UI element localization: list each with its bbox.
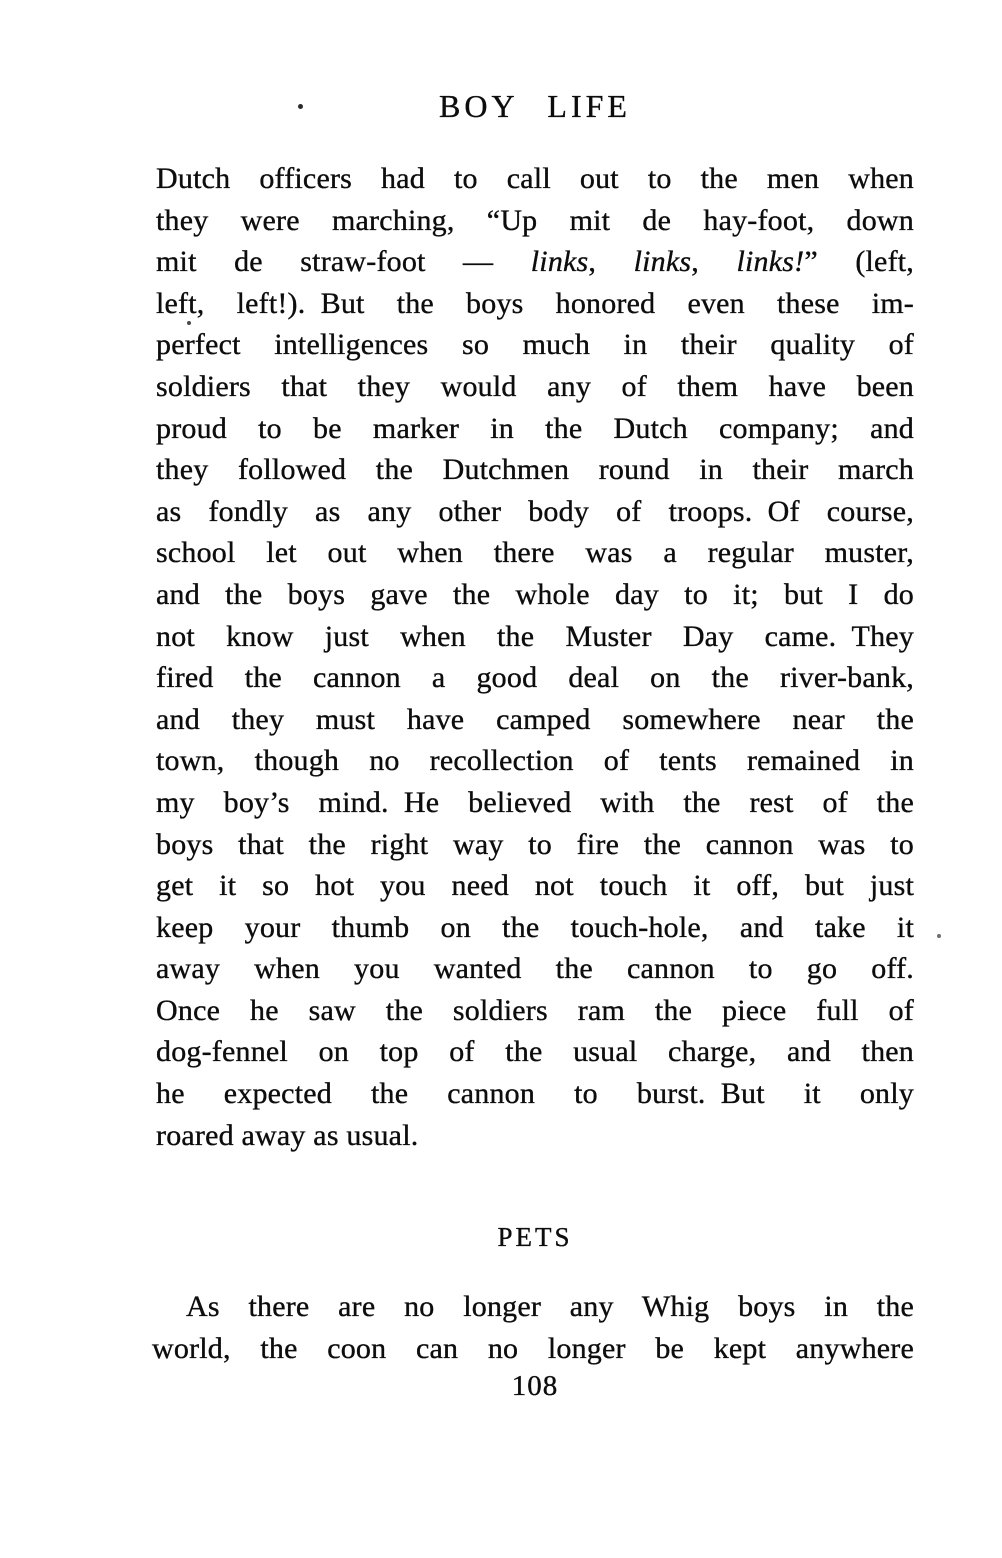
running-header: BOY LIFE xyxy=(439,88,631,124)
section-paragraph xyxy=(152,1286,914,1370)
text-line: and they must have camped somewhere near the xyxy=(156,702,914,736)
text-line: keep your thumb on the touch-hole, and take it xyxy=(156,910,914,944)
text-line: they were marching, “Up mit de hay-foot, down xyxy=(156,203,914,237)
text-line: roared away as usual. xyxy=(156,1118,419,1152)
text-line: they followed the Dutchmen round in their march xyxy=(156,453,914,487)
text-line: soldiers that they would any of them have been xyxy=(156,369,914,403)
text-line: get it so hot you need not touch it off, but just xyxy=(156,869,914,903)
text-line: mit de straw-foot — links, links, links!” (left, xyxy=(156,245,914,279)
text-line: world, the coon can no longer be kept anywhere xyxy=(152,1332,914,1365)
text-line: as fondly as any other body of troops. Of course, xyxy=(156,494,914,528)
text-line: proud to be marker in the Dutch company; and xyxy=(156,411,914,445)
text-line: fired the cannon a good deal on the river-bank, xyxy=(156,661,914,695)
section-heading: PETS xyxy=(497,1222,573,1252)
ink-speck xyxy=(298,104,303,109)
text-line: boys that the right way to fire the cannon was to xyxy=(156,827,914,861)
text-line: school let out when there was a regular muster, xyxy=(156,536,914,570)
ink-speck xyxy=(937,934,941,938)
text-line: dog-fennel on top of the usual charge, and then xyxy=(156,1035,914,1069)
text-line: he expected the cannon to burst. But it only xyxy=(156,1077,914,1111)
text-line: not know just when the Muster Day came. They xyxy=(156,619,914,653)
body-paragraph xyxy=(156,158,914,1156)
text-line: Once he saw the soldiers ram the piece full of xyxy=(156,993,914,1027)
text-line: left, left!). But the boys honored even these im- xyxy=(156,286,914,320)
text-line: As there are no longer any Whig boys in the xyxy=(186,1290,914,1323)
text-line: perfect intelligences so much in their quality of xyxy=(156,328,914,362)
text-line: my boy’s mind. He believed with the rest of the xyxy=(156,785,914,819)
page-number: 108 xyxy=(511,1370,559,1402)
text-line: and the boys gave the whole day to it; but I do xyxy=(156,577,914,611)
text-line: Dutch officers had to call out to the men when xyxy=(156,162,914,195)
text-line: town, though no recollection of tents remained in xyxy=(156,744,914,778)
text-line: away when you wanted the cannon to go off. xyxy=(156,952,914,986)
